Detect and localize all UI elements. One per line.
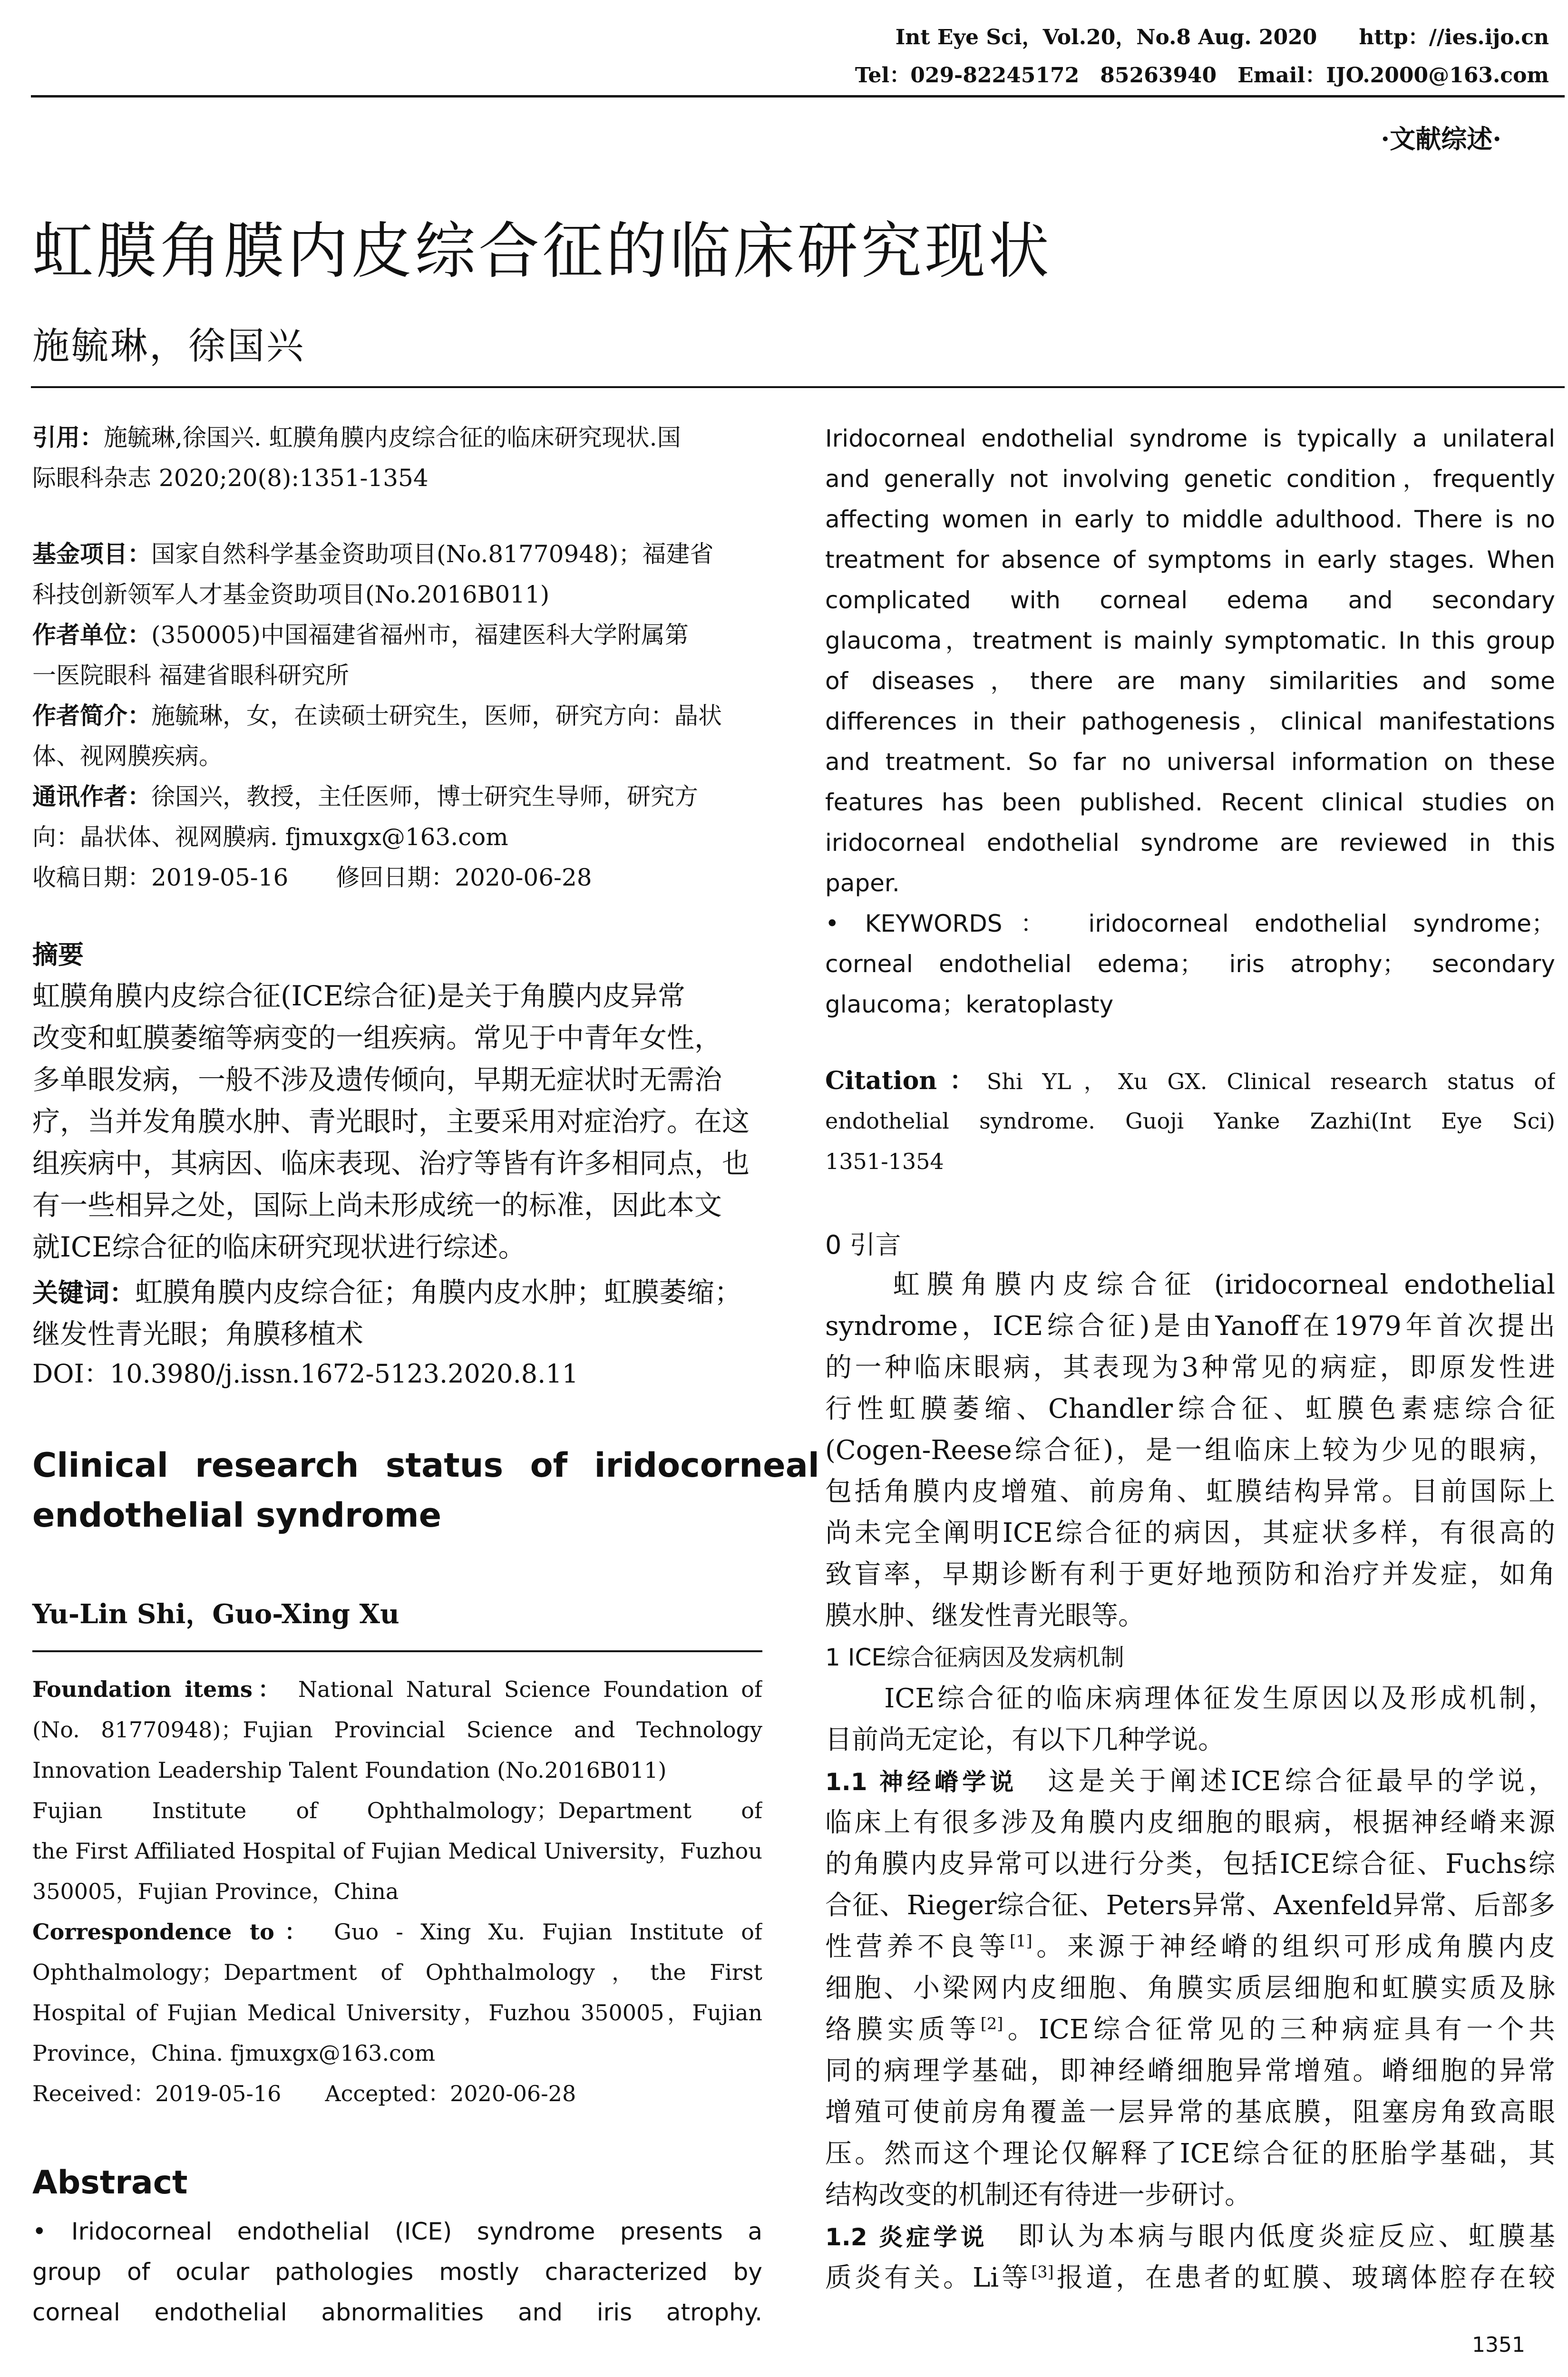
bio-label: 作者简介： — [32, 702, 151, 730]
title-rule — [31, 386, 1565, 388]
affil-line-2: 一医院眼科 福建省眼科研究所 — [32, 662, 349, 689]
abstract-cn-line: 疗，当并发角膜水肿、青光眼时，主要采用对症治疗。在这 — [32, 1105, 750, 1138]
abstract-cn-line: 就ICE综合征的临床研究现状进行综述。 — [32, 1231, 526, 1263]
citation-en-label: Citation： — [825, 1066, 987, 1095]
keywords-en-line: corneal endothelial edema； iris atrophy； secondary — [825, 950, 1555, 978]
body-line: 同的病理学基础，即神经嵴细胞异常增殖。嵴细胞的异常 — [825, 2056, 1555, 2086]
journal-contact-line: Tel：029-82245172 85263940 Email：IJO.2000@163.com — [855, 63, 1549, 88]
citation-en-line: 1351-1354 — [825, 1149, 944, 1174]
body-line: 临床上有很多涉及角膜内皮细胞的眼病，根据神经嵴来源 — [825, 1807, 1555, 1838]
body-line: 的一种临床眼病，其表现为3种常见的病症，即原发性进 — [825, 1352, 1555, 1383]
body-text: 质炎有关。Li等 — [825, 2262, 1032, 2293]
citation-en-block — [825, 1061, 1555, 1182]
keywords-cn-line-1 — [32, 1270, 742, 1310]
body-text: 报道，在患者的虹膜、玻璃体腔存在较 — [1053, 2262, 1555, 2293]
abstract-cn-body — [32, 975, 762, 1268]
body-line: 结构改变的机制还有待进一步研讨。 — [825, 2180, 1251, 2211]
received-line: Received：2019-05-16 Accepted：2020-06-28 — [32, 2081, 576, 2106]
abstract-en-line: affecting women in early to middle adulthood. There is no — [825, 506, 1555, 533]
abstract-en-line: treatment for absence of symptoms in early stages. When — [825, 546, 1555, 574]
en-title-line-2: endothelial syndrome — [32, 1496, 442, 1535]
authors-cn: 施毓琳，徐国兴 — [32, 325, 306, 368]
section-0-body — [825, 1264, 1555, 1637]
en-authors: Yu-Lin Shi，Guo-Xing Xu — [32, 1598, 399, 1630]
fund-line-2: 科技创新领军人才基金资助项目(No.2016B011) — [32, 581, 550, 608]
citation-cn-text: 施毓琳,徐国兴. 虹膜角膜内皮综合征的临床研究现状.国 — [104, 424, 681, 451]
body-line: 的角膜内皮异常可以进行分类，包括ICE综合征、Fuchs综 — [825, 1849, 1555, 1880]
corr-cn-text: 徐国兴，教授，主任医师，博士研究生导师，研究方 — [151, 783, 698, 810]
en-authors-rule — [32, 1650, 762, 1652]
section-1-2-heading: 1.2 炎症学说 — [825, 2223, 988, 2251]
foundation-label: Foundation items： — [32, 1676, 286, 1702]
en-meta-block — [32, 1669, 762, 2114]
correspondence-line: Ophthalmology；Department of Ophthalmology，the First — [32, 1959, 762, 1985]
body-line: (Cogen-Reese综合征)，是一组临床上较为少见的眼病， — [825, 1435, 1555, 1466]
keywords-cn-label: 关键词： — [32, 1278, 135, 1308]
citation-cn-line-2: 际眼科杂志 2020;20(8):1351-1354 — [32, 464, 429, 492]
fund-label: 基金项目： — [32, 540, 151, 568]
abstract-en-line: complicated with corneal edema and secondary — [825, 586, 1555, 614]
page-number: 1351 — [1472, 2333, 1525, 2357]
section-1-1-body — [825, 1761, 1555, 2299]
body-line: 包括角膜内皮增殖、前房角、虹膜结构异常。目前国际上 — [825, 1476, 1555, 1507]
abstract-en-line: features has been published. Recent clinical studies on — [825, 789, 1555, 816]
abstract-en-right — [825, 419, 1555, 1025]
header-rule — [31, 95, 1565, 97]
reference-link[interactable]: [3] — [1031, 2262, 1054, 2281]
abstract-en-line: corneal endothelial abnormalities and iris atrophy. — [32, 2299, 762, 2326]
section-1-body — [825, 1678, 1555, 1761]
citation-en-line — [825, 1061, 1555, 1101]
affil-label: 作者单位： — [32, 621, 151, 649]
abstract-cn-line: 有一些相异之处，国际上尚未形成统一的标准，因此本文 — [32, 1189, 722, 1221]
bio-text: 施毓琳，女，在读硕士研究生，医师，研究方向：晶状 — [151, 702, 722, 730]
section-1-heading: 1 ICE综合征病因及发病机制 — [825, 1644, 1124, 1671]
body-line: 压。然而这个理论仅解释了ICE综合征的胚胎学基础，其 — [825, 2138, 1555, 2169]
citation-en-text: Shi YL，Xu GX. Clinical research status of — [986, 1069, 1555, 1094]
dates-cn-line: 收稿日期：2019-05-16 修回日期：2020-06-28 — [32, 864, 592, 891]
body-line: 致盲率，早期诊断有利于更好地预防和治疗并发症，如角 — [825, 1559, 1555, 1590]
abstract-en-line: group of ocular pathologies mostly characterized by — [32, 2258, 762, 2286]
body-text: 。来源于神经嵴的组织可形成角膜内皮 — [1032, 1931, 1555, 1962]
corr-cn-line-2: 向：晶状体、视网膜病. fjmuxgx@163.com — [32, 823, 508, 851]
correspondence-line — [32, 1912, 762, 1952]
abstract-cn-line: 组疾病中，其病因、临床表现、治疗等皆有许多相同点，也 — [32, 1147, 750, 1179]
abstract-en-left — [32, 2211, 762, 2333]
body-line — [825, 2216, 1555, 2257]
foundation-line: Innovation Leadership Talent Foundation (No.2016B011) — [32, 1757, 667, 1783]
body-line: 细胞、小梁网内皮细胞、角膜实质层细胞和虹膜实质及脉 — [825, 1973, 1555, 2004]
abstract-en-heading: Abstract — [32, 2164, 188, 2202]
body-line: 合征、Rieger综合征、Peters异常、Axenfeld异常、后部多 — [825, 1890, 1555, 1921]
doi: DOI：10.3980/j.issn.1672-5123.2020.8.11 — [32, 1359, 579, 1389]
right-column — [825, 399, 1555, 2349]
keywords-cn-text: 虹膜角膜内皮综合征；角膜内皮水肿；虹膜萎缩； — [135, 1276, 742, 1308]
abstract-en-line: iridocorneal endothelial syndrome are reviewed in this — [825, 829, 1555, 857]
abstract-en-line: differences in their pathogenesis，clinical manifestations — [825, 708, 1555, 735]
body-line: 目前尚无定论，有以下几种学说。 — [825, 1724, 1225, 1755]
affil-text: (350005)中国福建省福州市，福建医科大学附属第 — [151, 621, 689, 649]
fund-text: 国家自然科学基金资助项目(No.81770948)；福建省 — [151, 540, 714, 568]
section-1-1-heading: 1.1 神经嵴学说 — [825, 1768, 1018, 1796]
body-line: 膜水肿、继发性青光眼等。 — [825, 1600, 1145, 1631]
bio-line-2: 体、视网膜疾病。 — [32, 742, 223, 770]
page-title: 虹膜角膜内皮综合征的临床研究现状 — [32, 216, 1052, 287]
body-line: 行性虹膜萎缩、Chandler综合征、虹膜色素痣综合征 — [825, 1393, 1555, 1424]
correspondence-line: Province，China. fjmuxgx@163.com — [32, 2040, 436, 2066]
corr-cn-label: 通讯作者： — [32, 783, 151, 810]
left-column — [32, 399, 819, 2349]
journal-info-line: Int Eye Sci，Vol.20，No.8 Aug. 2020 http：//ies.ijo.cn — [895, 25, 1549, 49]
body-line: 虹膜角膜内皮综合征 (iridocorneal endothelial — [825, 1269, 1555, 1300]
foundation-line — [32, 1669, 762, 1710]
section-0-heading: 0 引言 — [825, 1230, 901, 1260]
abstract-cn-heading: 摘要 — [32, 940, 84, 970]
correspondence-label: Correspondence to： — [32, 1919, 317, 1945]
column-tag: ·文献综述· — [1381, 124, 1501, 154]
citation-cn-line-1 — [32, 419, 762, 453]
bio-line-1 — [32, 697, 722, 731]
section-1-1-first: 这是关于阐述ICE综合征最早的学说， — [1017, 1766, 1555, 1797]
affil-line-1 — [32, 616, 689, 650]
reference-link[interactable]: [1] — [1010, 1931, 1032, 1950]
section-1-2-first: 即认为本病与眼内低度炎症反应、虹膜基 — [987, 2221, 1555, 2252]
institution-line: 350005，Fujian Province，China — [32, 1879, 399, 1904]
abstract-en-line: and generally not involving genetic condition，frequently — [825, 465, 1555, 493]
abstract-cn-line: 改变和虹膜萎缩等病变的一组疾病。常见于中青年女性， — [32, 1022, 722, 1054]
abstract-en-line: Iridocorneal endothelial syndrome is typically a unilateral — [825, 425, 1555, 452]
correspondence-text: Guo - Xing Xu. Fujian Institute of — [334, 1919, 762, 1945]
body-line — [825, 1926, 1555, 1968]
institution-line: the First Affiliated Hospital of Fujian Medical University，Fuzhou — [32, 1838, 762, 1864]
body-text: 络膜实质等 — [825, 2014, 981, 2045]
body-line — [825, 1761, 1555, 1802]
en-title-line-1: Clinical research status of iridocorneal — [32, 1446, 819, 1485]
citation-cn-label: 引用： — [32, 424, 104, 451]
abstract-en-line: of diseases，there are many similarities and some — [825, 667, 1555, 695]
foundation-text: National Natural Science Foundation of — [298, 1676, 762, 1702]
keywords-en-line: glaucoma；keratoplasty — [825, 991, 1114, 1018]
correspondence-line: Hospital of Fujian Medical University，Fuzhou 350005，Fujian — [32, 2000, 762, 2026]
fund-line-1 — [32, 535, 713, 569]
abstract-cn-line: 虹膜角膜内皮综合征(ICE综合征)是关于角膜内皮异常 — [32, 980, 685, 1012]
body-text: 。ICE综合征常见的三种病症具有一个共 — [1003, 2014, 1555, 2045]
foundation-line: (No. 81770948)；Fujian Provincial Science and Technology — [32, 1717, 762, 1743]
abstract-cn-line: 多单眼发病，一般不涉及遗传倾向，早期无症状时无需治 — [32, 1063, 722, 1096]
body-line: syndrome，ICE综合征)是由Yanoff在1979年首次提出 — [825, 1311, 1555, 1342]
keywords-cn-line-2: 继发性青光眼；角膜移植术 — [32, 1318, 364, 1350]
abstract-en-line: • Iridocorneal endothelial (ICE) syndrome presents a — [32, 2218, 762, 2245]
keywords-en-line: • KEYWORDS： iridocorneal endothelial syndrome； — [825, 910, 1555, 937]
institution-line: Fujian Institute of Ophthalmology；Department of — [32, 1798, 762, 1823]
body-text: 性营养不良等 — [825, 1931, 1010, 1962]
abstract-en-line: glaucoma，treatment is mainly symptomatic. In this group — [825, 627, 1555, 654]
body-line: ICE综合征的临床病理体征发生原因以及形成机制， — [825, 1683, 1555, 1714]
reference-link[interactable]: [2] — [980, 2014, 1003, 2033]
citation-en-line: endothelial syndrome. Guoji Yanke Zazhi(Int Eye Sci) — [825, 1108, 1555, 1134]
body-line — [825, 2009, 1555, 2050]
corr-cn-line-1 — [32, 778, 698, 812]
abstract-en-line: paper. — [825, 869, 900, 897]
body-line: 尚未完全阐明ICE综合征的病因，其症状多样，有很高的 — [825, 1518, 1555, 1549]
abstract-en-line: and treatment. So far no universal information on these — [825, 748, 1555, 776]
body-line — [825, 2257, 1555, 2299]
body-line: 增殖可使前房角覆盖一层异常的基底膜，阻塞房角致高眼 — [825, 2097, 1555, 2128]
